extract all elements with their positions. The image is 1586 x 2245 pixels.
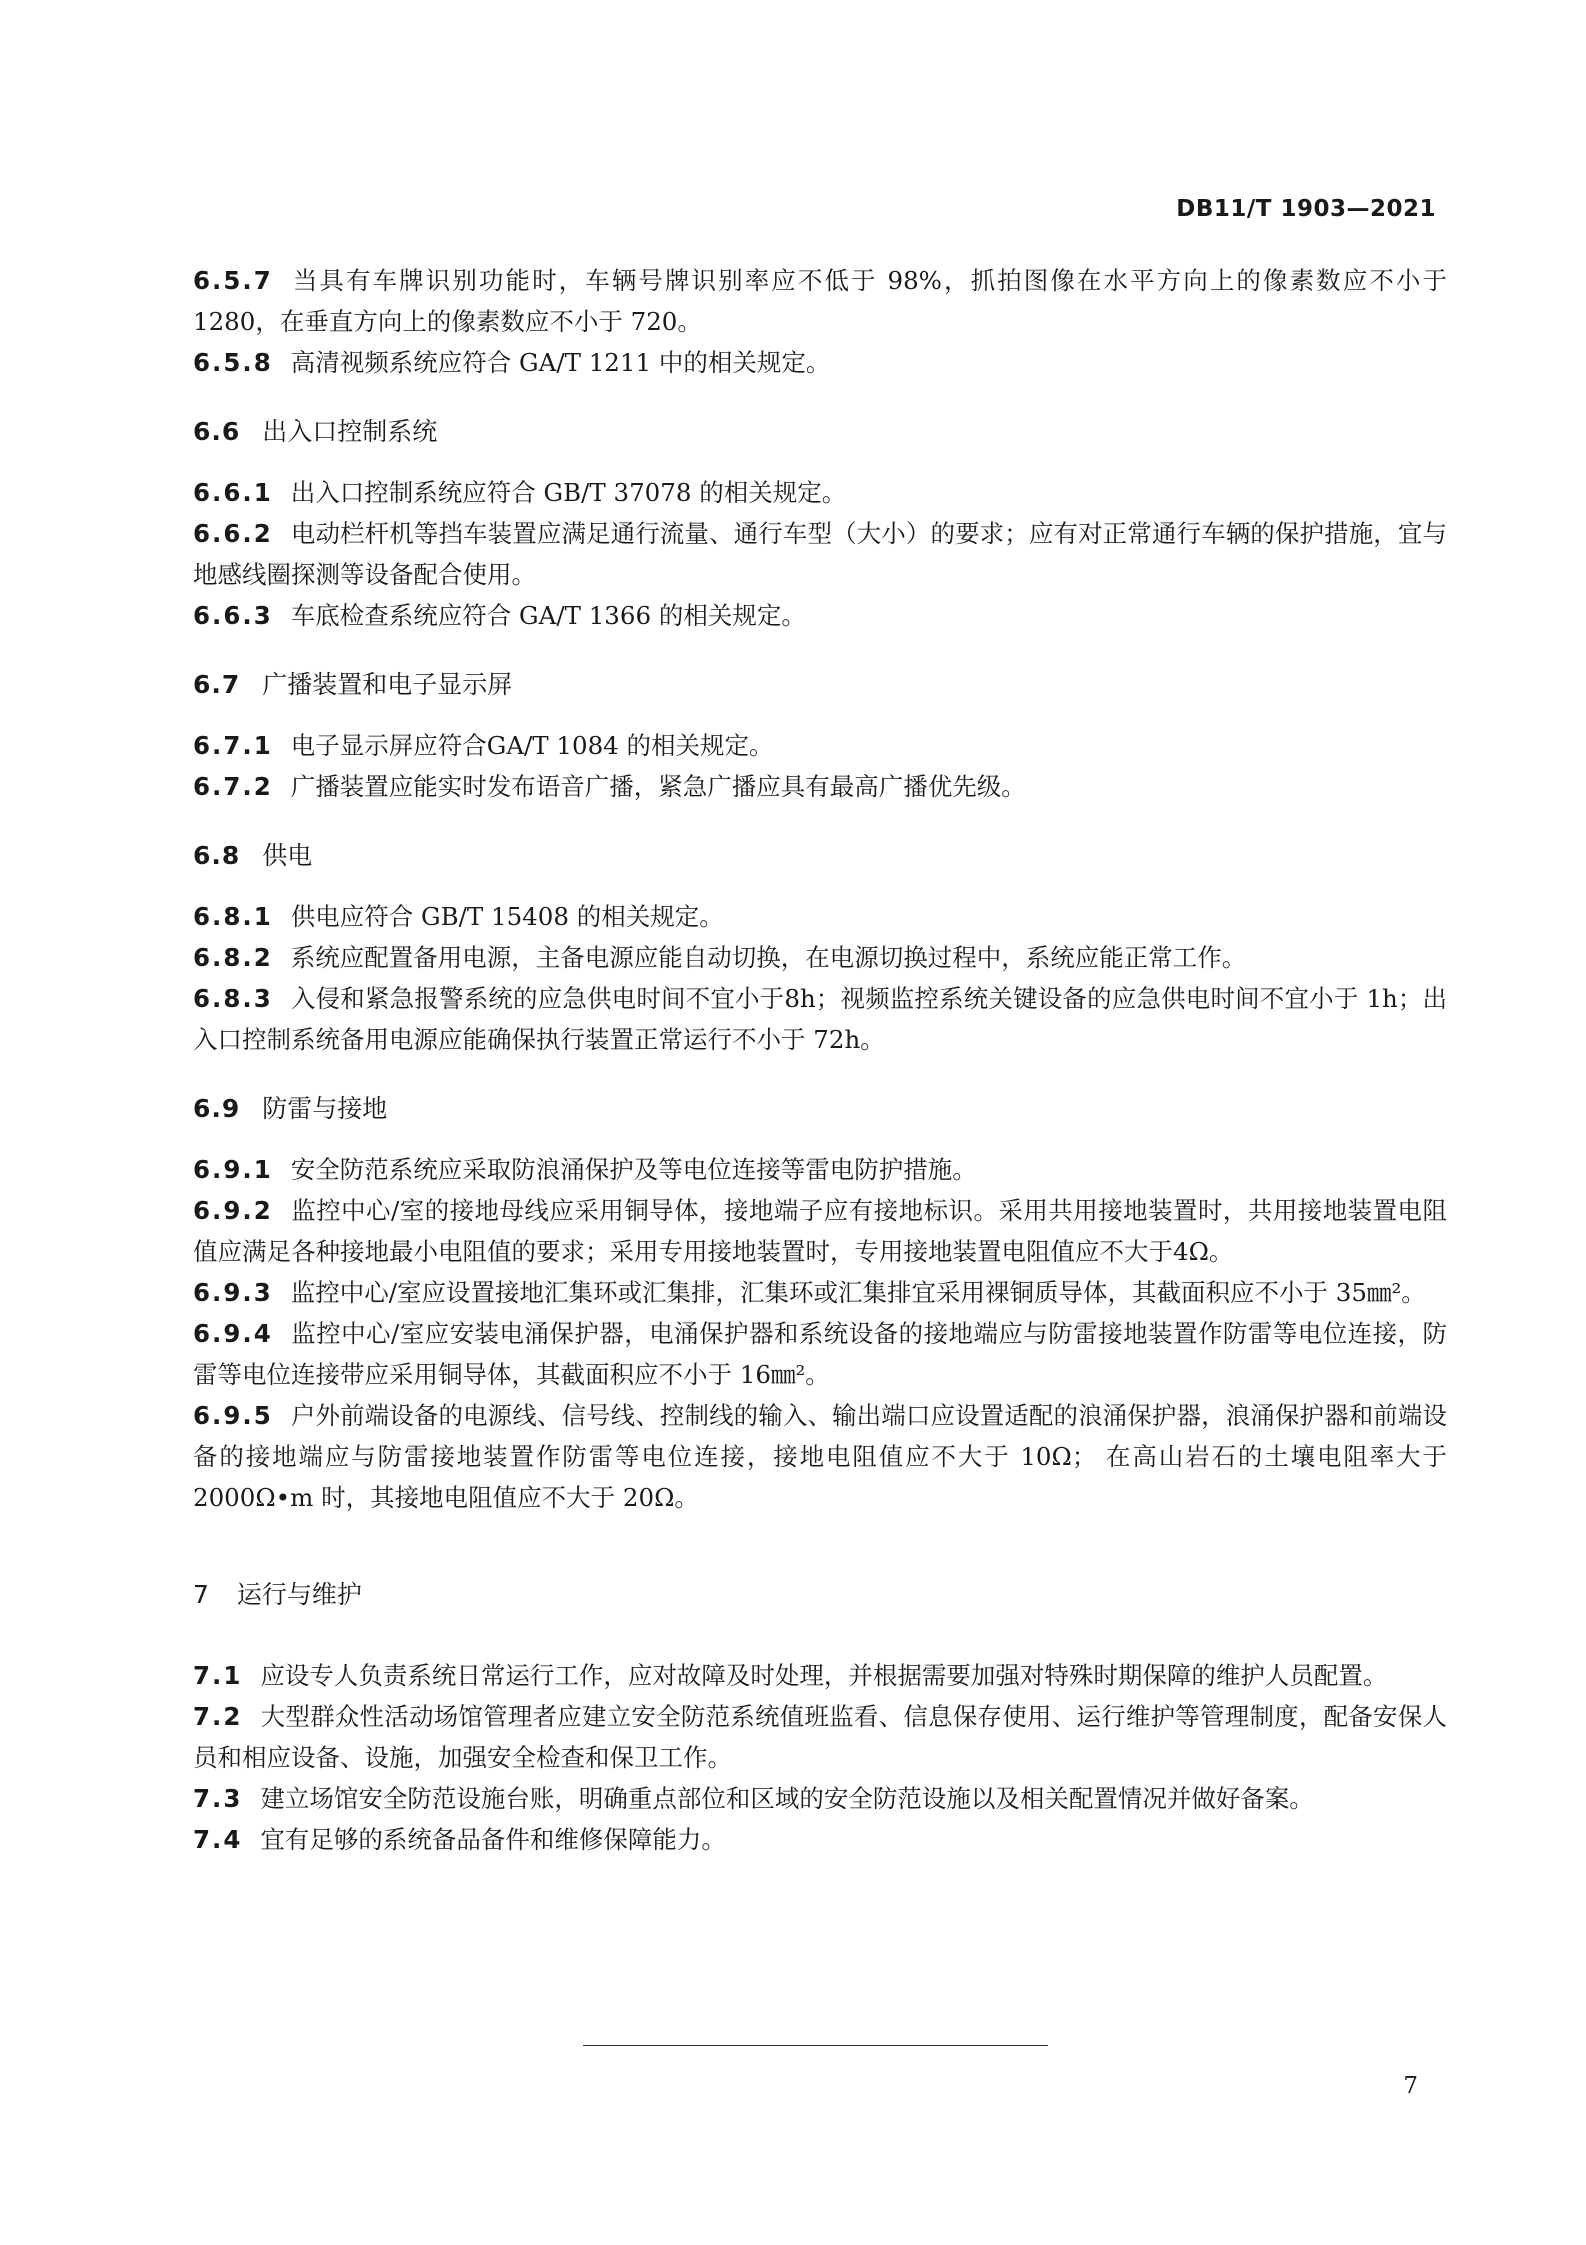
clause-text: 车底检查系统应符合 GA/T 1366 的相关规定。 <box>290 601 806 630</box>
clause-number: 7.2 <box>193 1702 243 1731</box>
clause-paragraph <box>193 472 1447 513</box>
clause-number: 6.7.1 <box>193 731 273 760</box>
section-heading-6-6 <box>193 411 1447 452</box>
clause-text: 监控中心/室应设置接地汇集环或汇集排，汇集环或汇集排宜采用裸铜质导体，其截面积应不小于 35㎜²。 <box>290 1278 1426 1307</box>
clauses-6-6 <box>193 472 1447 636</box>
clause-paragraph <box>193 342 1447 383</box>
section-title: 出入口控制系统 <box>262 417 438 446</box>
clause-paragraph <box>193 260 1447 342</box>
footer-divider <box>583 2045 1048 2046</box>
clause-paragraph <box>193 1190 1447 1272</box>
clause-number: 7.3 <box>193 1784 243 1813</box>
section-title: 防雷与接地 <box>262 1094 388 1123</box>
chapter-heading-7 <box>193 1574 1447 1615</box>
clauses-7 <box>193 1655 1447 1860</box>
clauses-6-9 <box>193 1149 1447 1518</box>
clause-paragraph <box>193 896 1447 937</box>
clause-text: 监控中心/室应安装电涌保护器，电涌保护器和系统设备的接地端应与防雷接地装置作防雷等电位连接，防雷等电位连接带应采用铜导体，其截面积应不小于 16㎜²。 <box>193 1319 1447 1389</box>
clause-text: 电子显示屏应符合GA/T 1084 的相关规定。 <box>290 731 774 760</box>
clause-paragraph <box>193 1696 1447 1778</box>
clause-text: 出入口控制系统应符合 GB/T 37078 的相关规定。 <box>290 478 847 507</box>
clause-number: 7.1 <box>193 1661 243 1690</box>
section-title: 供电 <box>262 841 313 870</box>
clause-number: 6.8.2 <box>193 943 273 972</box>
clause-paragraph <box>193 1819 1447 1860</box>
clause-text: 供电应符合 GB/T 15408 的相关规定。 <box>290 902 724 931</box>
chapter-number: 7 <box>193 1580 209 1609</box>
clause-paragraph <box>193 1149 1447 1190</box>
clause-number: 6.7.2 <box>193 772 273 801</box>
clause-text: 安全防范系统应采取防浪涌保护及等电位连接等雷电防护措施。 <box>290 1155 977 1184</box>
clause-text: 监控中心/室的接地母线应采用铜导体，接地端子应有接地标识。采用共用接地装置时，共用接地装置电阻值应满足各种接地最小电阻值的要求；采用专用接地装置时，专用接地装置电阻值应不大于4Ω。 <box>193 1196 1447 1266</box>
clause-paragraph <box>193 1655 1447 1696</box>
clause-text: 户外前端设备的电源线、信号线、控制线的输入、输出端口应设置适配的浪涌保护器，浪涌保护器和前端设备的接地端应与防雷接地装置作防雷等电位连接，接地电阻值应不大于 10Ω； 在高山岩石的土壤电阻率大于 2000Ω•m 时，其接地电阻值应不大于 20Ω。 <box>193 1401 1447 1512</box>
section-heading-6-8 <box>193 835 1447 876</box>
clause-paragraph <box>193 766 1447 807</box>
clause-number: 6.9.5 <box>193 1401 273 1430</box>
clause-paragraph <box>193 1272 1447 1313</box>
section-number: 6.8 <box>193 841 241 870</box>
clause-text: 大型群众性活动场馆管理者应建立安全防范系统值班监看、信息保存使用、运行维护等管理制度，配备安保人员和相应设备、设施，加强安全检查和保卫工作。 <box>193 1702 1447 1772</box>
clause-number: 6.8.3 <box>193 984 273 1013</box>
page-number: 7 <box>1403 2073 1418 2099</box>
clause-text: 电动栏杆机等挡车装置应满足通行流量、通行车型（大小）的要求；应有对正常通行车辆的保护措施，宜与地感线圈探测等设备配合使用。 <box>193 519 1447 589</box>
clause-number: 6.5.8 <box>193 348 273 377</box>
clause-paragraph <box>193 1313 1447 1395</box>
clause-number: 6.9.3 <box>193 1278 273 1307</box>
clause-number: 6.9.2 <box>193 1196 273 1225</box>
clause-text: 系统应配置备用电源，主备电源应能自动切换，在电源切换过程中，系统应能正常工作。 <box>290 943 1247 972</box>
clause-text: 入侵和紧急报警系统的应急供电时间不宜小于8h；视频监控系统关键设备的应急供电时间不宜小于 1h；出入口控制系统备用电源应能确保执行装置正常运行不小于 72h。 <box>193 984 1447 1054</box>
section-number: 6.9 <box>193 1094 241 1123</box>
clause-text: 高清视频系统应符合 GA/T 1211 中的相关规定。 <box>290 348 831 377</box>
clause-paragraph <box>193 978 1447 1060</box>
clauses-6-5 <box>193 260 1447 383</box>
clause-number: 6.6.3 <box>193 601 273 630</box>
clause-number: 6.6.1 <box>193 478 273 507</box>
section-number: 6.7 <box>193 670 241 699</box>
page-content <box>193 260 1447 1860</box>
clause-paragraph <box>193 1778 1447 1819</box>
clause-paragraph <box>193 513 1447 595</box>
section-heading-6-7 <box>193 664 1447 705</box>
clause-number: 6.6.2 <box>193 519 273 548</box>
section-title: 广播装置和电子显示屏 <box>262 670 513 699</box>
document-code: DB11/T 1903—2021 <box>1176 196 1436 222</box>
clause-text: 应设专人负责系统日常运行工作，应对故障及时处理，并根据需要加强对特殊时期保障的维护人员配置。 <box>260 1661 1388 1690</box>
clause-paragraph <box>193 595 1447 636</box>
clause-number: 7.4 <box>193 1825 243 1854</box>
clause-text: 宜有足够的系统备品备件和维修保障能力。 <box>260 1825 726 1854</box>
clause-paragraph <box>193 1395 1447 1518</box>
clauses-6-7 <box>193 725 1447 807</box>
section-heading-6-9 <box>193 1088 1447 1129</box>
chapter-title: 运行与维护 <box>236 1580 362 1609</box>
clause-text: 当具有车牌识别功能时，车辆号牌识别率应不低于 98%，抓拍图像在水平方向上的像素数应不小于 1280，在垂直方向上的像素数应不小于 720。 <box>193 266 1447 336</box>
clause-text: 建立场馆安全防范设施台账，明确重点部位和区域的安全防范设施以及相关配置情况并做好备案。 <box>260 1784 1314 1813</box>
clause-number: 6.9.4 <box>193 1319 273 1348</box>
section-number: 6.6 <box>193 417 241 446</box>
clause-number: 6.5.7 <box>193 266 273 295</box>
clause-paragraph <box>193 725 1447 766</box>
clause-text: 广播装置应能实时发布语音广播，紧急广播应具有最高广播优先级。 <box>290 772 1026 801</box>
clauses-6-8 <box>193 896 1447 1060</box>
clause-number: 6.9.1 <box>193 1155 273 1184</box>
clause-paragraph <box>193 937 1447 978</box>
clause-number: 6.8.1 <box>193 902 273 931</box>
